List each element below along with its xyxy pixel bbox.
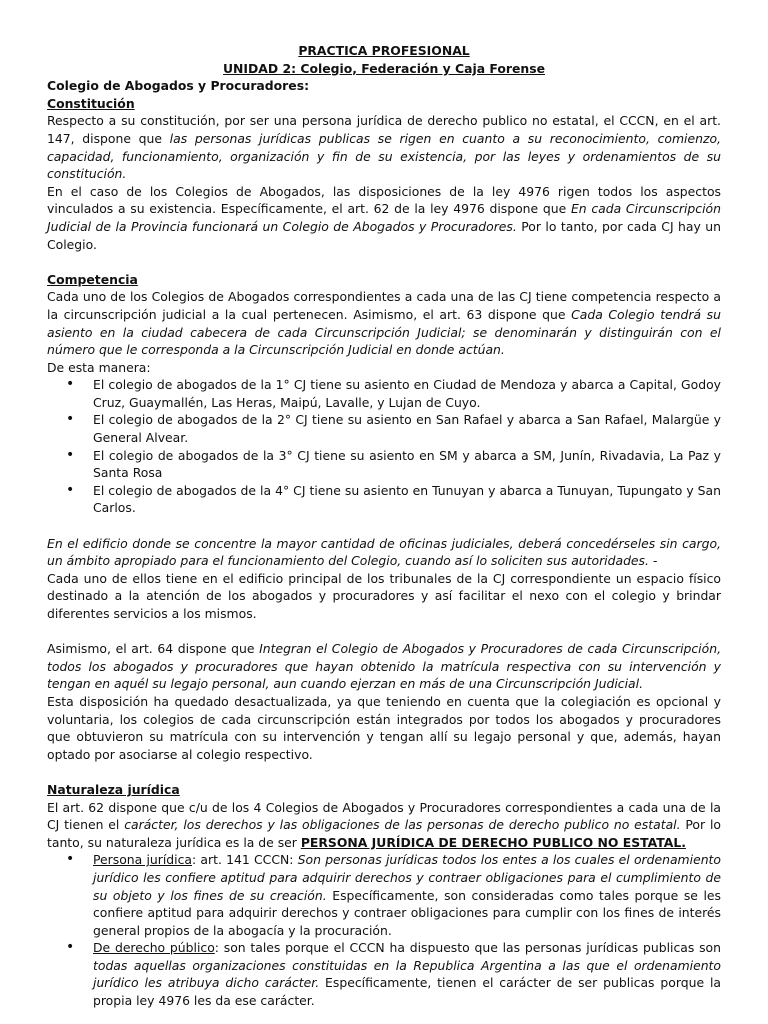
- paragraph: El art. 62 dispone que c/u de los 4 Colegios de Abogados y Procuradores correspondientes a cada una de la CJ tienen el carácter, los derechos y las obligaciones de las personas de derecho publico no estatal. Por lo tanto, su naturaleza jurídica es la de ser PERSONA JURÍDICA DE DERECHO PUBLICO NO ESTATAL.: [47, 799, 721, 850]
- paragraph: En el caso de los Colegios de Abogados, las disposiciones de la ley 4976 rigen todos los aspectos vinculados a su existencia. Específicamente, el art. 62 de la ley 4976 dispone que En cada Circunscripción Judicial de la Provincia funcionará un Colegio de Abogados y Procuradores. Por lo tanto, por cada CJ hay un Colegio.: [47, 183, 721, 252]
- bullet-list: [47, 376, 721, 517]
- list-item: • De derecho público: son tales porque el CCCN ha dispuesto que las personas jurídicas publicas son todas aquellas organizaciones constituidas en la Republica Argentina a las que el ordenamiento jurídico les atribuya dicho carácter. Específicamente, tienen el carácter de ser publicas porque la propia ley 4976 les da ese carácter.: [47, 939, 721, 1009]
- list-item: • El colegio de abogados de la 1° CJ tiene su asiento en Ciudad de Mendoza y abarca a Capital, Godoy Cruz, Guaymallén, Las Heras, Maipú, Lavalle, y Lujan de Cuyo.: [47, 376, 721, 411]
- document-subtitle: UNIDAD 2: Colegio, Federación y Caja Forense: [222, 60, 546, 76]
- heading-constitucion: Constitución: [47, 95, 135, 111]
- paragraph: Asimismo, el art. 64 dispone que Integran el Colegio de Abogados y Procuradores de cada Circunscripción, todos los abogados y procuradores que hayan obtenido la matrícula respectiva con su intervención y tengan en aquél su legajo personal, aun cuando ejerzan en más de una Circunscripción Judicial.: [47, 641, 722, 692]
- bullet-list: [47, 851, 721, 1009]
- document-title: PRACTICA PROFESIONAL: [298, 43, 470, 58]
- paragraph: Respecto a su constitución, por ser una persona jurídica de derecho publico no estatal, el CCCN, en el art. 147, dispone que las personas jurídicas publicas se rigen en cuanto a su reconocimiento, comienzo, capacidad, funcionamiento, organización y fin de su existencia, por las leyes y ordenamientos de su constitución.: [47, 113, 721, 182]
- paragraph: Cada uno de los Colegios de Abogados correspondientes a cada una de las CJ tiene competencia respecto a la circunscripción judicial a la cual pertenecen. Asimismo, el art. 63 dispone que Cada Colegio tendrá su asiento en la ciudad cabecera de cada Circunscripción Judicial; se denominarán y distinguirán con el número que le corresponda a la Circunscripción Judicial en donde actúan.: [47, 289, 721, 358]
- paragraph: De esta manera:: [47, 359, 151, 375]
- list-item: • El colegio de abogados de la 2° CJ tiene su asiento en San Rafael y abarca a San Rafael, Malargüe y General Alvear.: [47, 411, 721, 446]
- paragraph: Esta disposición ha quedado desactualizada, ya que teniendo en cuenta que la colegiación es opcional y voluntaria, los colegios de cada circunscripción están integrados por todos los abogados y procuradores que obtuvieron su matrícula con su intervención y tengan allí su legajo personal y que, además, hayan optado por asociarse al colegio respectivo.: [47, 693, 721, 762]
- paragraph: En el edificio donde se concentre la mayor cantidad de oficinas judiciales, deberá concedérseles sin cargo, un ámbito apropiado para el funcionamiento del Colegio, cuando así lo soliciten sus autoridades. -: [47, 535, 721, 569]
- heading-competencia: Competencia: [47, 271, 138, 287]
- paragraph: Cada uno de ellos tiene en el edificio principal de los tribunales de la CJ correspondiente un espacio físico destinado a la atención de los abogados y procuradores y así facilitar el nexo con el colegio y brindar diferentes servicios a los mismos.: [47, 570, 721, 621]
- list-item: • El colegio de abogados de la 4° CJ tiene su asiento en Tunuyan y abarca a Tunuyan, Tupungato y San Carlos.: [47, 482, 721, 517]
- list-item: • Persona jurídica: art. 141 CCCN: Son personas jurídicas todos los entes a los cuales el ordenamiento jurídico les confiere aptitud para adquirir derechos y contraer obligaciones para el cumplimiento de su objeto y los fines de su creación. Específicamente, son consideradas como tales porque se les confiere aptitud para adquirir derechos y contraer obligaciones para cumplir con los fines de interés general propios de la abogacía y la procuración.: [47, 851, 721, 939]
- heading-naturaleza: Naturaleza jurídica: [47, 781, 180, 797]
- section-title: Colegio de Abogados y Procuradores:: [47, 78, 310, 94]
- list-item: • El colegio de abogados de la 3° CJ tiene su asiento en SM y abarca a SM, Junín, Rivadavia, La Paz y Santa Rosa: [47, 447, 721, 482]
